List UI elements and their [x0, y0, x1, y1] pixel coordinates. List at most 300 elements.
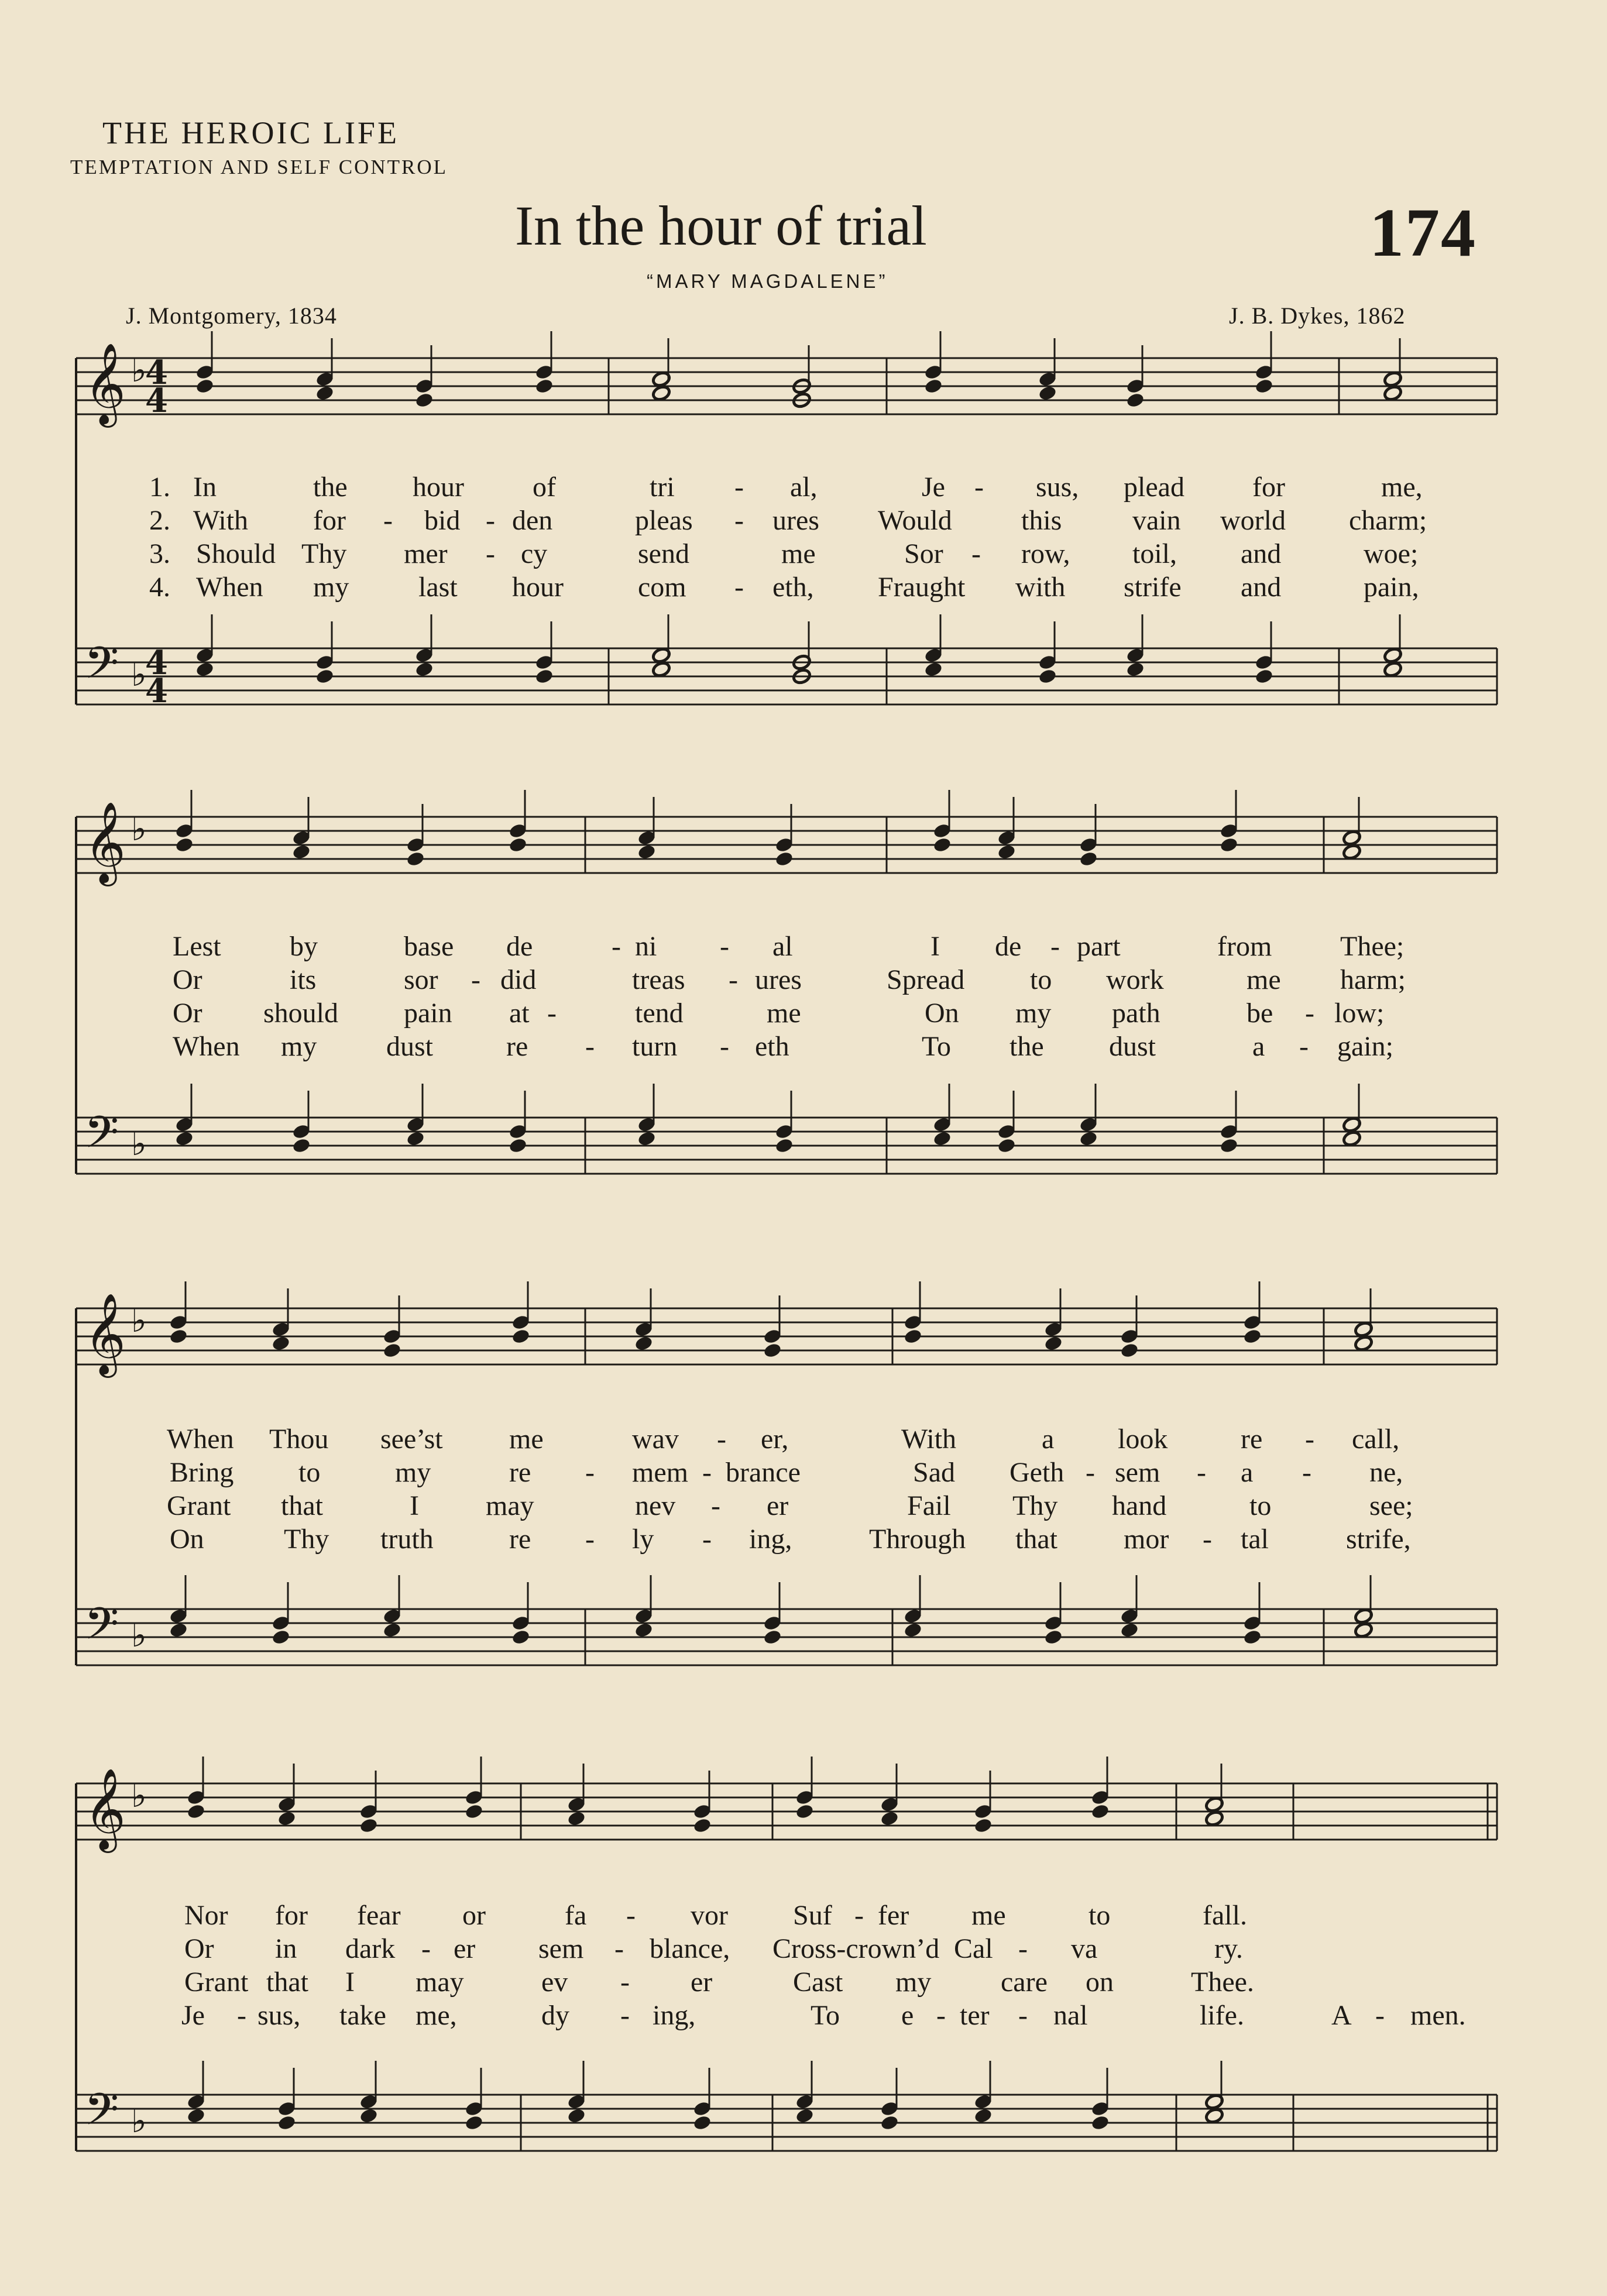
note-head [1090, 2114, 1110, 2131]
note-head [186, 1803, 205, 1820]
lyric-syllable: - [1018, 1933, 1028, 1964]
lyric-syllable: me [1247, 964, 1281, 995]
note-head [406, 1130, 425, 1147]
lyric-syllable: and [1241, 572, 1282, 603]
lyric-syllable: for [1252, 472, 1285, 503]
verse-number: 2. [149, 505, 170, 536]
lyric-syllable: - [734, 572, 744, 603]
lyric-syllable: Thy [284, 1524, 329, 1555]
lyric-syllable: - [720, 931, 729, 962]
author-credit: J. Montgomery, 1834 [126, 303, 337, 329]
note-head [1090, 1803, 1110, 1820]
section-heading: THE HEROIC LIFE [102, 115, 399, 150]
lyric-syllable: - [854, 1900, 864, 1931]
lyric-syllable: and [1241, 538, 1282, 569]
note-head [1242, 1628, 1262, 1645]
lyric-syllable: On [170, 1524, 204, 1555]
lyric-syllable: Fraught [878, 572, 966, 603]
note-head [1354, 1621, 1373, 1638]
lyric-syllable: - [1375, 2000, 1385, 2031]
lyric-syllable: to [1030, 964, 1052, 995]
note-head [382, 1621, 401, 1638]
treble-clef: 𝄞 [84, 1768, 126, 1850]
note-head [1120, 1342, 1139, 1359]
lyric-syllable: Spread [887, 964, 965, 995]
lyric-syllable: may [486, 1490, 534, 1521]
note-head [1125, 661, 1145, 678]
lyric-syllable: tal [1241, 1524, 1269, 1555]
lyric-syllable: - [1086, 1457, 1095, 1488]
lyric-syllable: toil, [1132, 538, 1177, 569]
note-head [1079, 850, 1098, 867]
lyric-syllable: Or [184, 1933, 214, 1964]
lyric-syllable: a [1241, 1457, 1254, 1488]
note-head [1254, 668, 1273, 685]
key-flat: ♭ [131, 1617, 147, 1655]
note-head [508, 836, 527, 853]
lyric-syllable: Cross-crown’d [772, 1933, 940, 1964]
note-head [566, 2107, 586, 2124]
lyric-syllable: - [1305, 998, 1314, 1029]
lyric-syllable: cy [521, 538, 548, 569]
note-head [195, 661, 214, 678]
lyric-syllable: On [925, 998, 959, 1029]
lyric-syllable: - [971, 538, 981, 569]
lyric-syllable: the [313, 472, 348, 503]
lyric-syllable: the [1009, 1031, 1044, 1062]
lyric-syllable: send [638, 538, 689, 569]
lyric-syllable: of [533, 472, 556, 503]
lyric-syllable: brance [726, 1457, 801, 1488]
lyric-syllable: er [767, 1490, 789, 1521]
lyric-syllable: - [711, 1490, 720, 1521]
note-head [291, 843, 311, 860]
lyric-syllable: Je [922, 472, 945, 503]
note-head [271, 1628, 290, 1645]
lyric-syllable: wav [632, 1424, 679, 1455]
key-flat: ♭ [131, 1302, 147, 1340]
lyric-syllable: for [275, 1900, 308, 1931]
lyric-syllable: Cast [793, 1967, 843, 1998]
note-head [880, 2114, 899, 2131]
lyric-syllable: Lest [173, 931, 221, 962]
lyric-syllable: - [237, 2000, 246, 2031]
lyric-syllable: row, [1021, 538, 1070, 569]
note-head [359, 1817, 378, 1834]
lyric-syllable: - [702, 1524, 712, 1555]
lyric-syllable: - [717, 1424, 726, 1455]
note-head [1354, 1335, 1373, 1352]
note-head [511, 1628, 530, 1645]
lyric-syllable: my [1015, 998, 1052, 1029]
lyric-syllable: to [298, 1457, 321, 1488]
lyric-syllable: fear [357, 1900, 401, 1931]
lyric-syllable: ev [541, 1967, 568, 1998]
note-head [763, 1342, 782, 1359]
lyric-syllable: me [509, 1424, 544, 1455]
lyric-syllable: den [512, 505, 553, 536]
lyric-syllable: be [1247, 998, 1273, 1029]
time-signature: 4 [145, 644, 168, 682]
lyric-syllable: Should [196, 538, 276, 569]
lyric-syllable: Thy [301, 538, 347, 569]
note-head [174, 836, 194, 853]
lyric-syllable: Sad [913, 1457, 955, 1488]
lyric-syllable: in [275, 1933, 297, 1964]
note-head [1383, 384, 1402, 401]
note-head [923, 661, 943, 678]
note-head [315, 668, 334, 685]
treble-clef: 𝄞 [84, 802, 126, 883]
lyric-syllable: my [313, 572, 349, 603]
lyric-syllable: I [345, 1967, 355, 1998]
lyric-syllable: re [1241, 1424, 1263, 1455]
note-head [903, 1328, 922, 1345]
lyric-syllable: mor [1124, 1524, 1169, 1555]
lyric-syllable: that [281, 1490, 323, 1521]
key-flat: ♭ [131, 352, 147, 390]
lyric-syllable: woe; [1364, 538, 1419, 569]
lyric-syllable: tend [635, 998, 684, 1029]
lyric-syllable: dust [386, 1031, 434, 1062]
lyric-syllable: - [471, 964, 480, 995]
key-flat: ♭ [131, 1125, 147, 1163]
note-head [464, 2114, 483, 2131]
lyric-syllable: Fail [907, 1490, 951, 1521]
note-head [973, 2107, 993, 2124]
lyric-syllable: my [395, 1457, 431, 1488]
note-head [169, 1621, 188, 1638]
lyric-syllable: Nor [184, 1900, 228, 1931]
lyric-syllable: bid [424, 505, 461, 536]
note-head [315, 384, 334, 401]
lyric-syllable: - [612, 931, 621, 962]
lyric-syllable: ni [635, 931, 657, 962]
lyric-syllable: Suf [793, 1900, 832, 1931]
verse-number: 1. [149, 472, 170, 503]
note-head [406, 850, 425, 867]
lyric-syllable: - [614, 1933, 624, 1964]
lyric-syllable: sem [538, 1933, 584, 1964]
lyric-syllable: look [1118, 1424, 1168, 1455]
lyric-syllable: ing, [749, 1524, 792, 1555]
note-head [1079, 1130, 1098, 1147]
lyric-syllable: blance, [650, 1933, 730, 1964]
lyric-syllable: eth [755, 1031, 789, 1062]
lyric-syllable: my [281, 1031, 317, 1062]
lyric-syllable: - [585, 1031, 595, 1062]
note-head [414, 391, 434, 408]
lyric-syllable: fa [565, 1900, 587, 1931]
lyric-syllable: er, [761, 1424, 789, 1455]
lyric-syllable: - [1203, 1524, 1212, 1555]
lyric-syllable: Or [173, 998, 202, 1029]
lyric-syllable: - [734, 505, 744, 536]
lyric-syllable: With [193, 505, 249, 536]
lyric-syllable: er [454, 1933, 476, 1964]
lyric-syllable: ne, [1369, 1457, 1403, 1488]
lyric-syllable: fall. [1203, 1900, 1247, 1931]
lyric-syllable: charm; [1349, 505, 1427, 536]
lyric-syllable: me [781, 538, 816, 569]
lyric-syllable: Thy [1012, 1490, 1058, 1521]
lyric-syllable: To [811, 2000, 840, 2031]
note-head [973, 1817, 993, 1834]
note-head [1038, 668, 1057, 685]
note-head [511, 1328, 530, 1345]
bass-clef: 𝄢 [84, 2084, 119, 2146]
note-head [1342, 843, 1361, 860]
note-head [186, 2107, 205, 2124]
note-head [464, 1803, 483, 1820]
lyric-syllable: vor [691, 1900, 728, 1931]
note-head [1342, 1130, 1361, 1147]
lyric-syllable: When [167, 1424, 234, 1455]
lyric-syllable: men. [1410, 2000, 1466, 2031]
lyric-syllable: Would [878, 505, 952, 536]
lyric-syllable: - [974, 472, 984, 503]
lyric-syllable: mer [404, 538, 448, 569]
note-head [997, 1137, 1016, 1154]
lyric-syllable: strife, [1346, 1524, 1411, 1555]
lyric-syllable: ures [755, 964, 802, 995]
lyric-syllable: that [1015, 1524, 1057, 1555]
lyric-syllable: me, [416, 2000, 457, 2031]
lyric-syllable: sem [1115, 1457, 1160, 1488]
lyric-syllable: my [895, 1967, 932, 1998]
lyric-syllable: pleas [635, 505, 693, 536]
note-head [534, 668, 554, 685]
note-head [795, 2107, 814, 2124]
lyric-syllable: pain [404, 998, 452, 1029]
hymn-title: In the hour of trial [515, 194, 927, 257]
note-head [1043, 1628, 1063, 1645]
note-head [414, 661, 434, 678]
lyric-syllable: de [506, 931, 533, 962]
lyric-syllable: dy [541, 2000, 569, 2031]
lyric-syllable: - [620, 1967, 630, 1998]
lyric-syllable: should [263, 998, 339, 1029]
lyric-syllable: path [1112, 998, 1160, 1029]
key-flat: ♭ [131, 656, 147, 694]
lyric-syllable: - [620, 2000, 630, 2031]
lyric-syllable: Or [173, 964, 202, 995]
lyric-syllable: Thee. [1191, 1967, 1254, 1998]
lyric-syllable: me [767, 998, 801, 1029]
lyric-syllable: de [995, 931, 1022, 962]
lyric-syllable: a [1252, 1031, 1265, 1062]
lyric-syllable: A [1331, 2000, 1352, 2031]
lyric-syllable: - [1305, 1424, 1314, 1455]
lyric-syllable: Grant [184, 1967, 249, 1998]
lyric-syllable: Thee; [1340, 931, 1405, 962]
lyric-syllable: - [626, 1900, 636, 1931]
lyric-syllable: work [1106, 964, 1164, 995]
lyric-syllable: re [509, 1457, 531, 1488]
lyric-syllable: re [509, 1524, 531, 1555]
lyric-syllable: When [196, 572, 263, 603]
lyric-syllable: ing, [653, 2000, 696, 2031]
lyric-syllable: Through [869, 1524, 966, 1555]
lyric-syllable: base [404, 931, 454, 962]
lyric-syllable: ry. [1214, 1933, 1243, 1964]
note-head [169, 1328, 188, 1345]
lyric-syllable: - [1302, 1457, 1311, 1488]
lyric-syllable: strife [1124, 572, 1182, 603]
lyric-syllable: sus, [257, 2000, 301, 2031]
lyric-syllable: - [720, 1031, 729, 1062]
lyric-syllable: care [1001, 1967, 1048, 1998]
lyric-syllable: did [500, 964, 537, 995]
lyric-syllable: e [901, 2000, 914, 2031]
lyric-syllable: When [173, 1031, 240, 1062]
key-flat: ♭ [131, 2102, 147, 2140]
lyric-syllable: dust [1109, 1031, 1156, 1062]
lyric-syllable: - [1299, 1031, 1309, 1062]
note-head [271, 1335, 290, 1352]
lyric-syllable: With [901, 1424, 957, 1455]
lyric-syllable: sor [404, 964, 438, 995]
lyric-syllable: ures [772, 505, 819, 536]
key-flat: ♭ [131, 810, 147, 848]
note-head [903, 1621, 922, 1638]
lyric-syllable: with [1015, 572, 1066, 603]
lyric-syllable: part [1077, 931, 1121, 962]
lyric-syllable: world [1220, 505, 1286, 536]
note-head [277, 2114, 296, 2131]
lyric-syllable: In [193, 472, 217, 503]
lyric-syllable: - [547, 998, 557, 1029]
lyric-syllable: low; [1334, 998, 1385, 1029]
lyric-syllable: turn [632, 1031, 678, 1062]
lyric-syllable: Je [181, 2000, 205, 2031]
note-head [651, 661, 671, 678]
lyric-syllable: hour [512, 572, 564, 603]
note-head [637, 843, 656, 860]
lyric-syllable: Grant [167, 1490, 231, 1521]
lyric-syllable: er [691, 1967, 713, 1998]
note-head [1383, 661, 1402, 678]
note-head [634, 1335, 653, 1352]
note-head [1219, 1137, 1238, 1154]
lyric-syllable: a [1042, 1424, 1055, 1455]
lyric-syllable: sus, [1036, 472, 1079, 503]
note-head [692, 2114, 712, 2131]
lyric-syllable: or [462, 1900, 486, 1931]
note-head [774, 850, 794, 867]
lyric-syllable: mem [632, 1457, 688, 1488]
key-flat: ♭ [131, 1777, 147, 1815]
note-head [651, 384, 671, 401]
lyric-syllable: that [266, 1967, 308, 1998]
lyric-syllable: at [509, 998, 530, 1029]
lyric-syllable: - [585, 1524, 595, 1555]
lyric-syllable: - [1018, 2000, 1028, 2031]
note-head [195, 377, 214, 394]
note-head [566, 1810, 586, 1827]
note-head [1242, 1328, 1262, 1345]
note-head [763, 1628, 782, 1645]
lyric-syllable: - [1050, 931, 1060, 962]
lyric-syllable: va [1071, 1933, 1098, 1964]
subsection-heading: TEMPTATION AND SELF CONTROL [70, 156, 448, 178]
lyric-syllable: - [734, 472, 744, 503]
lyric-syllable: dark [345, 1933, 396, 1964]
note-head [174, 1130, 194, 1147]
lyric-syllable: harm; [1340, 964, 1406, 995]
lyric-syllable: this [1021, 505, 1062, 536]
verse-number: 4. [149, 572, 170, 603]
lyric-syllable: to [1249, 1490, 1272, 1521]
note-head [795, 1803, 814, 1820]
bass-clef: 𝄢 [84, 1106, 119, 1169]
lyric-syllable: nal [1053, 2000, 1088, 2031]
lyric-syllable: - [729, 964, 738, 995]
lyric-syllable: ly [632, 1524, 654, 1555]
note-head [692, 1817, 712, 1834]
tune-name: “MARY MAGDALENE” [647, 270, 888, 292]
note-head [277, 1810, 296, 1827]
lyric-syllable: its [290, 964, 317, 995]
bass-clef: 𝄢 [84, 1598, 119, 1661]
lyric-syllable: plead [1124, 472, 1184, 503]
lyric-syllable: I [410, 1490, 419, 1521]
lyric-syllable: see; [1369, 1490, 1413, 1521]
time-signature: 4 [145, 672, 168, 710]
lyric-syllable: pain, [1364, 572, 1419, 603]
lyric-syllable: - [1197, 1457, 1206, 1488]
lyric-syllable: to [1088, 1900, 1111, 1931]
time-signature: 4 [145, 353, 168, 392]
lyric-syllable: see’st [380, 1424, 443, 1455]
lyric-syllable: al, [790, 472, 818, 503]
note-head [1219, 836, 1238, 853]
lyric-syllable: life. [1200, 2000, 1244, 2031]
lyric-syllable: may [416, 1967, 464, 1998]
lyric-syllable: I [930, 931, 940, 962]
lyric-syllable: by [290, 931, 318, 962]
hymn-number: 174 [1369, 194, 1476, 271]
lyric-syllable: - [936, 2000, 946, 2031]
treble-clef: 𝄞 [84, 343, 126, 424]
note-head [508, 1137, 527, 1154]
note-head [359, 2107, 378, 2124]
lyric-syllable: al [772, 931, 793, 962]
composer-credit: J. B. Dykes, 1862 [1229, 303, 1406, 329]
note-head [1120, 1621, 1139, 1638]
lyric-syllable: me, [1381, 472, 1423, 503]
lyric-syllable: Cal [954, 1933, 993, 1964]
note-head [774, 1137, 794, 1154]
note-head [880, 1810, 899, 1827]
lyric-syllable: from [1217, 931, 1272, 962]
lyric-syllable: - [486, 538, 495, 569]
note-head [634, 1621, 653, 1638]
lyric-syllable: hour [413, 472, 464, 503]
note-head [923, 377, 943, 394]
lyric-syllable: vain [1132, 505, 1181, 536]
lyric-syllable: - [702, 1457, 712, 1488]
lyric-syllable: Sor [904, 538, 943, 569]
lyric-syllable: for [313, 505, 346, 536]
note-head [1204, 2107, 1224, 2124]
lyric-syllable: on [1086, 1967, 1114, 1998]
lyric-syllable: tri [650, 472, 675, 503]
note-head [291, 1137, 311, 1154]
lyric-syllable: com [638, 572, 686, 603]
lyric-syllable: fer [878, 1900, 909, 1931]
note-head [382, 1342, 401, 1359]
